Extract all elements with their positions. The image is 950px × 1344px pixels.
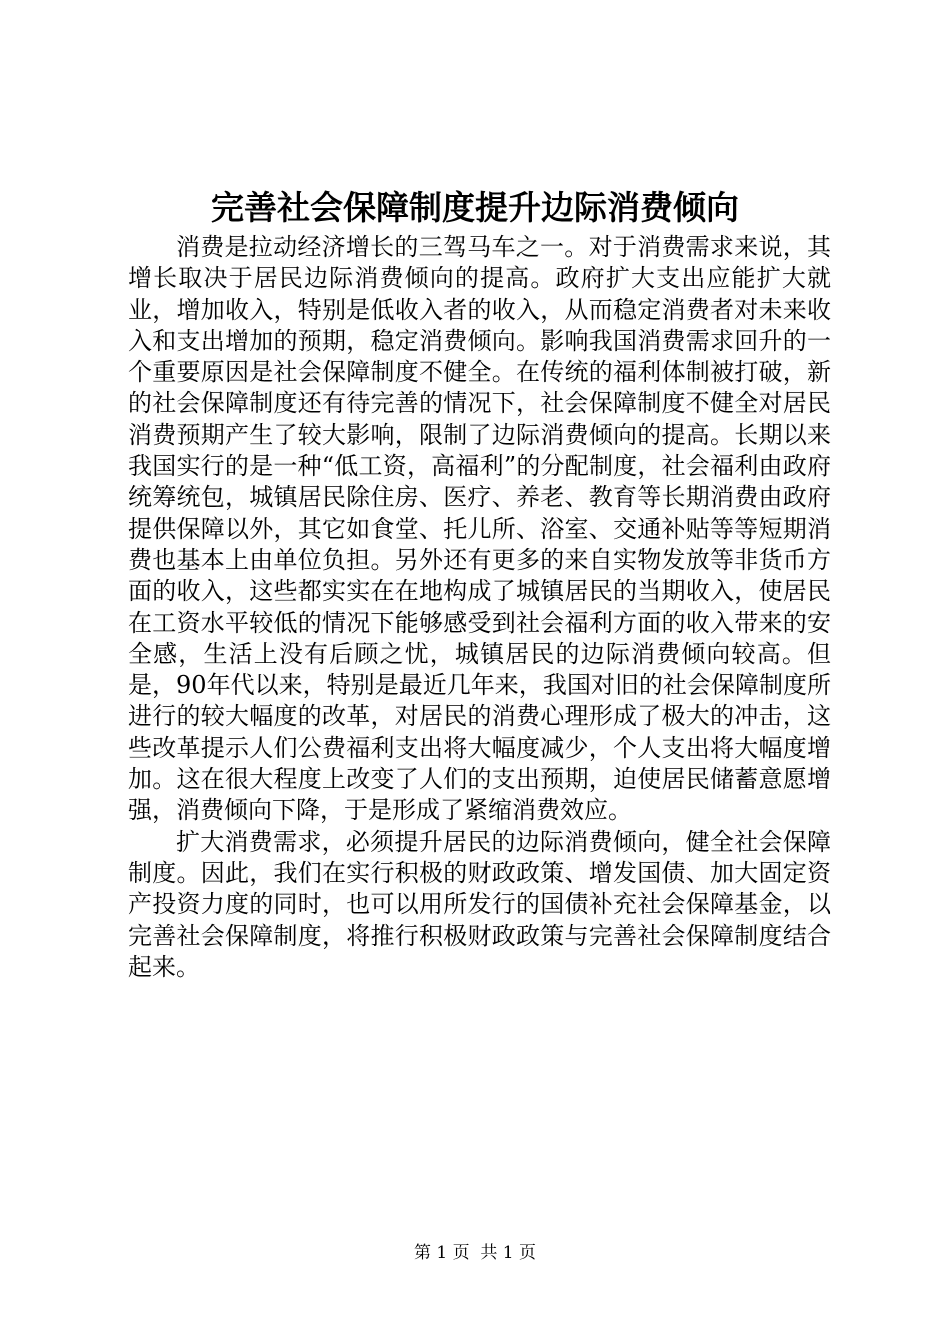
page-footer xyxy=(0,1241,950,1265)
page-number-label: 第 1 页 共 1 页 xyxy=(413,1243,537,1263)
paragraph-1: 消费是拉动经济增长的三驾马车之一。对于消费需求来说，其增长取决于居民边际消费倾向的提高。政府扩大支出应能扩大就业，增加收入，特别是低收入者的收入，从而稳定消费者对未来收入和支出增加的预期，稳定消费倾向。影响我国消费需求回升的一个重要原因是社会保障制度不健全。在传统的福利体制被打破，新的社会保障制度还有待完善的情况下，社会保障制度不健全对居民消费预期产生了较大影响，限制了边际消费倾向的提高。长期以来我国实行的是一种“低工资，高福利”的分配制度，社会福利由政府统筹统包，城镇居民除住房、医疗、养老、教育等长期消费由政府提供保障以外，其它如食堂、托儿所、浴室、交通补贴等等短期消费也基本上由单位负担。另外还有更多的来自实物发放等非货币方面的收入，这些都实实在在地构成了城镇居民的当期收入，使居民在工资水平较低的情况下能够感受到社会福利方面的收入带来的安全感，生活上没有后顾之忧，城镇居民的边际消费倾向较高。但是，90年代以来，特别是最近几年来，我国对旧的社会保障制度所进行的较大幅度的改革，对居民的消费心理形成了极大的冲击，这些改革提示人们公费福利支出将大幅度减少，个人支出将大幅度增加。这在很大程度上改变了人们的支出预期，迫使居民储蓄意愿增强，消费倾向下降，于是形成了紧缩消费效应。 xyxy=(128,233,831,825)
document-body xyxy=(128,232,831,983)
document-title: 完善社会保障制度提升边际消费倾向 xyxy=(211,188,739,227)
paragraph-2: 扩大消费需求，必须提升居民的边际消费倾向，健全社会保障制度。因此，我们在实行积极的财政政策、增发国债、加大固定资产投资力度的同时，也可以用所发行的国债补充社会保障基金，以完善社会保障制度，将推行积极财政政策与完善社会保障制度结合起来。 xyxy=(128,827,831,981)
